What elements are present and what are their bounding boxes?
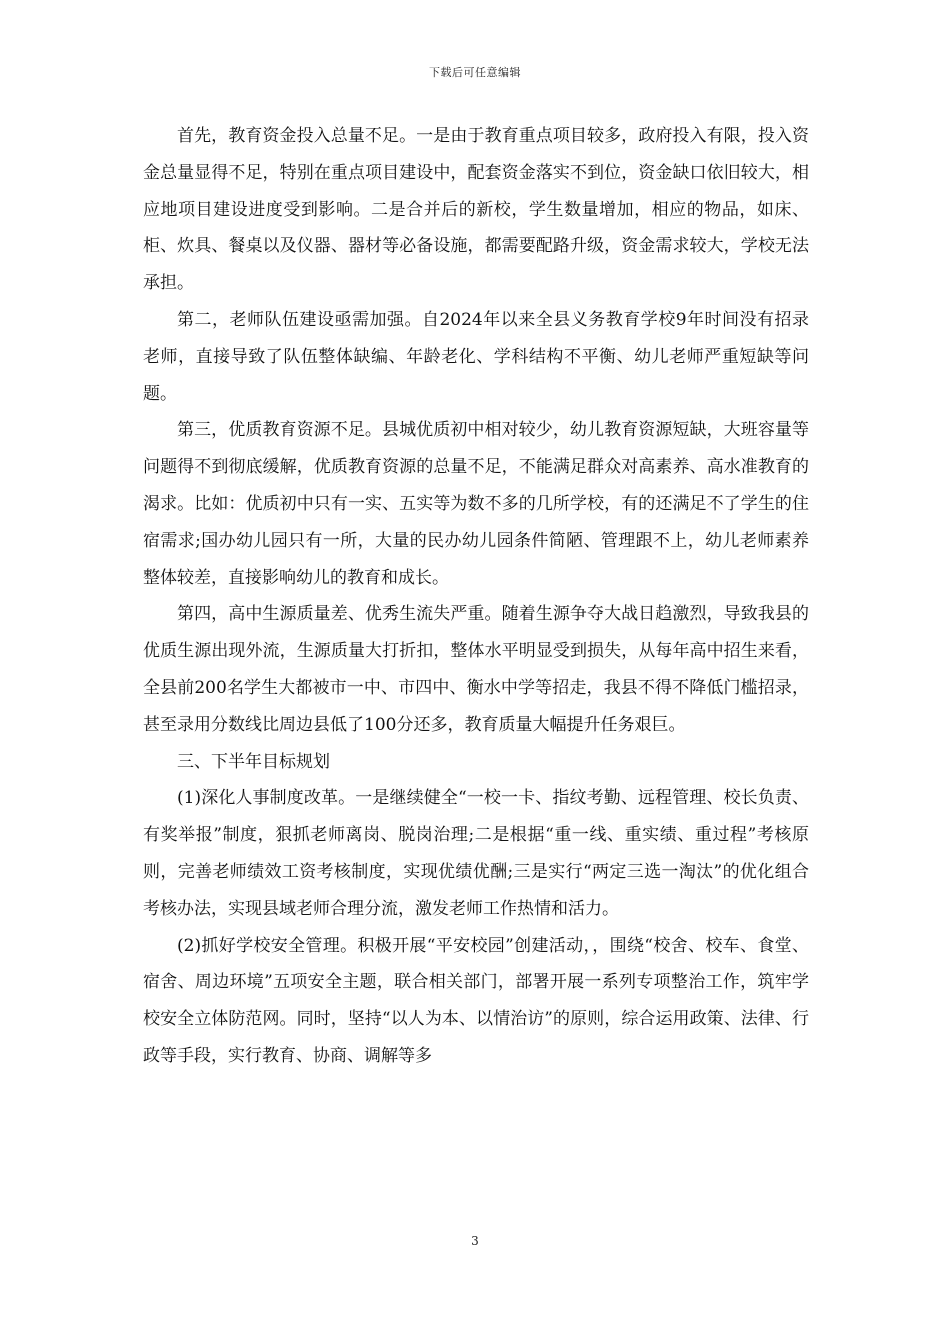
- paragraph-safety-management: (2)抓好学校安全管理。积极开展“平安校园”创建活动，，围绕“校舍、校车、食堂、宿舍、周边环境”五项安全主题，联合相关部门，部署开展一系列专项整治工作，筑牢学校安全立体防范网。同时，坚持“以人为本、以情治访”的原则，综合运用政策、法律、行政等手段，实行教育、协商、调解等多: [143, 935, 809, 1066]
- paragraph-personnel-reform: (1)深化人事制度改革。一是继续健全“一校一卡、指纹考勤、远程管理、校长负责、有奖举报”制度，狠抓老师离岗、脱岗治理;二是根据“重一线、重实绩、重过程”考核原则，完善老师绩效工资考核制度，实现优绩优酬;三是实行“两定三选一淘汰”的优化组合考核办法，实现县域老师合理分流，激发老师工作热情和活力。: [143, 788, 809, 919]
- paragraph-high-school: 第四，高中生源质量差、优秀生流失严重。随着生源争夺大战日趋激烈，导致我县的优质生源出现外流，生源质量大打折扣，整体水平明显受到损失，从每年高中招生来看，全县前200名学生大都被市一中、市四中、衡水中学等招走，我县不得不降低门槛招录，甚至录用分数线比周边县低了100分还多，教育质量大幅提升任务艰巨。: [143, 604, 809, 735]
- paragraph-funding: 首先，教育资金投入总量不足。一是由于教育重点项目较多，政府投入有限，投入资金总量显得不足，特别在重点项目建设中，配套资金落实不到位，资金缺口依旧较大，相应地项目建设进度受到影响。二是合并后的新校，学生数量增加，相应的物品，如床、柜、炊具、餐桌以及仪器、器材等必备设施，都需要配路升级，资金需求较大，学校无法承担。: [143, 126, 809, 294]
- page-number: 3: [471, 1234, 479, 1248]
- paragraph-teachers: 第二，老师队伍建设亟需加强。自2024年以来全县义务教育学校9年时间没有招录老师，直接导致了队伍整体缺编、年龄老化、学科结构不平衡、幼儿老师严重短缺等问题。: [143, 309, 809, 404]
- paragraph-resources: 第三，优质教育资源不足。县城优质初中相对较少，幼儿教育资源短缺，大班容量等问题得不到彻底缓解，优质教育资源的总量不足，不能满足群众对高素养、高水准教育的渴求。比如：优质初中只有一实、五实等为数不多的几所学校，有的还满足不了学生的住宿需求;国办幼儿园只有一所，大量的民办幼儿园条件简陋、管理跟不上，幼儿老师素养整体较差，直接影响幼儿的教育和成长。: [143, 420, 809, 588]
- section-heading: 三、下半年目标规划: [177, 751, 330, 772]
- page-header: 下载后可任意编辑: [429, 66, 521, 79]
- document-body: [143, 118, 809, 1075]
